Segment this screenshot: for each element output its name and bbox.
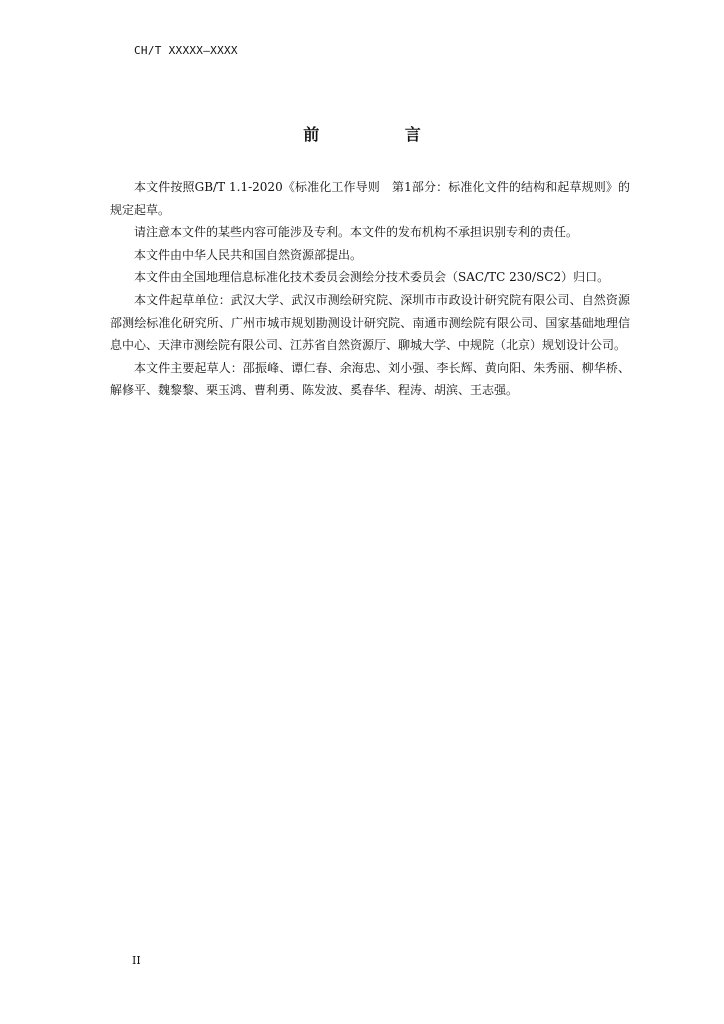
page-title: 前 言 (303, 125, 461, 144)
standard-code: CH/T XXXXX—XXXX (134, 44, 238, 57)
paragraph-drafting-rules: 本文件按照GB/T 1.1-2020《标准化工作导则 第1部分：标准化文件的结构和起草规则》的规定起草。 (110, 180, 630, 217)
paragraph-patent-notice: 请注意本文件的某些内容可能涉及专利。本文件的发布机构不承担识别专利的责任。 (134, 225, 579, 240)
page-number: II (132, 954, 141, 967)
paragraph-proposer: 本文件由中华人民共和国自然资源部提出。 (134, 247, 363, 262)
paragraph-committee: 本文件由全国地理信息标准化技术委员会测绘分技术委员会（SAC/TC 230/SC2）归口。 (134, 270, 610, 285)
paragraph-drafting-units: 本文件起草单位：武汉大学、武汉市测绘研究院、深圳市市政设计研究院有限公司、自然资源部测绘标准化研究所、广州市城市规划勘测设计研究院、南通市测绘院有限公司、国家基础地理信息中心、天津市测绘院有限公司、江苏省自然资源厅、聊城大学、中规院（北京）规划设计公司。 (110, 292, 630, 353)
paragraph-drafters: 本文件主要起草人：邵振峰、谭仁春、余海忠、刘小强、李长辉、黄向阳、朱秀丽、柳华桥、解修平、魏黎黎、栗玉鸿、曹利勇、陈发波、奚春华、程涛、胡滨、王志强。 (110, 360, 630, 398)
foreword-body (110, 176, 630, 402)
